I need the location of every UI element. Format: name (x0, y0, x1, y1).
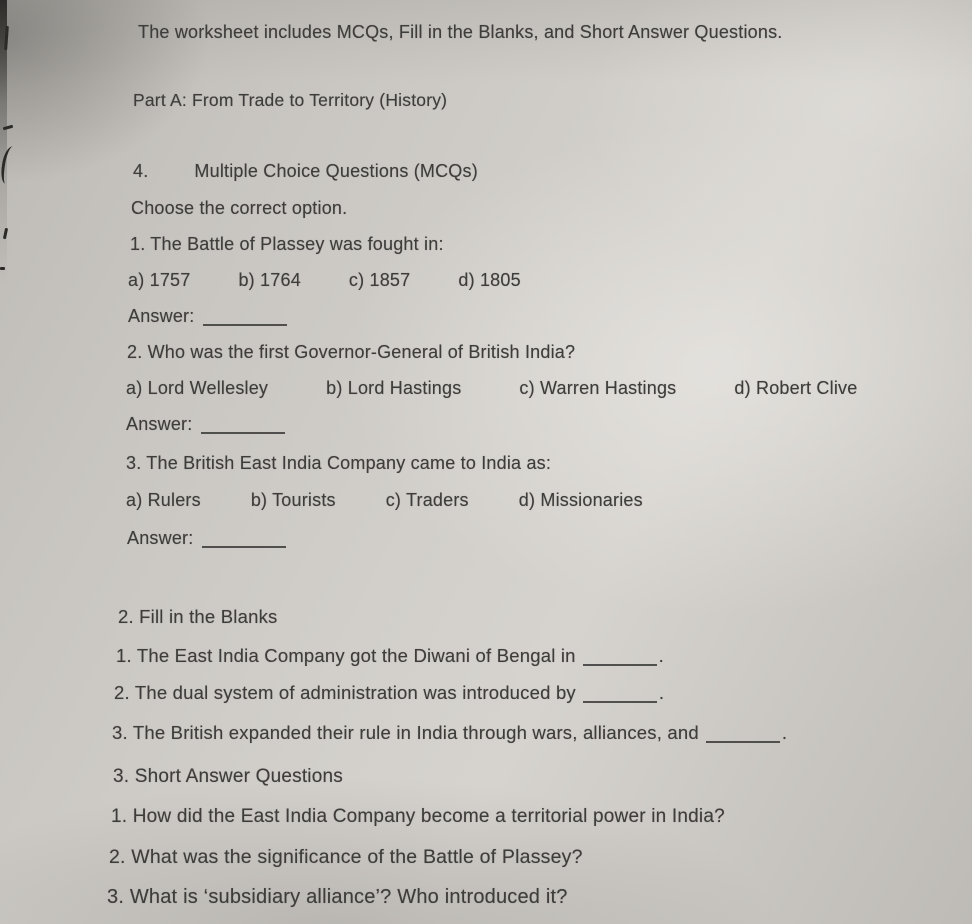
page-edge-mark (0, 145, 19, 185)
option-c: c) Traders (385, 490, 469, 510)
option-a: a) 1757 (128, 270, 191, 290)
mcq-section-heading (133, 161, 478, 182)
short-answer-item-3: 3. What is ‘subsidiary alliance’? Who introduced it? (107, 886, 568, 908)
option-d: d) Missionaries (518, 490, 643, 510)
mcq-question-3: 3. The British East India Company came to India as: (126, 453, 552, 473)
option-c: c) 1857 (348, 270, 411, 290)
page-edge-mark (4, 26, 9, 50)
page-edge-mark (3, 228, 8, 239)
answer-line-2 (126, 414, 285, 435)
fill-blank-text: 1. The East India Company got the Diwani of Bengal in (116, 645, 576, 666)
option-b: b) 1764 (238, 270, 301, 290)
answer-blank (202, 530, 286, 548)
option-d: d) Robert Clive (734, 378, 858, 398)
fill-blank-suffix: . (658, 682, 665, 703)
mcq-instruction: Choose the correct option. (131, 198, 348, 218)
mcq-question-2: 2. Who was the first Governor-General of British India? (127, 342, 576, 362)
option-c: c) Warren Hastings (519, 378, 677, 398)
answer-line-1 (128, 306, 287, 327)
worksheet-intro: The worksheet includes MCQs, Fill in the Blanks, and Short Answer Questions. (138, 22, 783, 42)
part-a-heading: Part A: From Trade to Territory (History) (133, 90, 448, 110)
answer-blank (201, 416, 285, 434)
page-edge-mark (3, 125, 13, 131)
option-d: d) 1805 (458, 270, 521, 290)
answer-blank (203, 308, 287, 326)
fill-blank-item-2 (114, 682, 664, 704)
mcq-options-3 (126, 490, 643, 511)
option-b: b) Tourists (250, 490, 336, 510)
short-answer-item-1: 1. How did the East India Company become a territorial power in India? (111, 806, 725, 827)
option-b: b) Lord Hastings (326, 378, 462, 398)
blank-line (583, 647, 657, 666)
blank-line (583, 684, 657, 703)
fill-blank-item-1 (116, 645, 664, 667)
fill-blank-suffix: . (658, 645, 665, 666)
option-a: a) Rulers (126, 490, 201, 510)
mcq-options-2 (126, 378, 857, 399)
short-answer-heading: 3. Short Answer Questions (113, 766, 343, 787)
short-answer-item-2: 2. What was the significance of the Battle of Plassey? (109, 846, 583, 868)
fill-blank-text: 2. The dual system of administration was introduced by (114, 682, 576, 703)
answer-label: Answer: (127, 528, 194, 548)
page-edge-mark (0, 267, 5, 270)
fill-blank-item-3 (112, 722, 787, 744)
answer-label: Answer: (128, 306, 195, 326)
mcq-section-title: Multiple Choice Questions (MCQs) (194, 161, 478, 181)
fill-blanks-heading: 2. Fill in the Blanks (118, 606, 278, 627)
fill-blank-suffix: . (781, 722, 788, 743)
mcq-section-number: 4. (133, 161, 149, 181)
mcq-options-1 (128, 270, 521, 291)
answer-line-3 (127, 528, 286, 549)
blank-line (706, 724, 780, 743)
mcq-question-1: 1. The Battle of Plassey was fought in: (130, 234, 444, 254)
option-a: a) Lord Wellesley (126, 378, 269, 398)
fill-blank-text: 3. The British expanded their rule in India through wars, alliances, and (112, 722, 699, 743)
answer-label: Answer: (126, 414, 193, 434)
